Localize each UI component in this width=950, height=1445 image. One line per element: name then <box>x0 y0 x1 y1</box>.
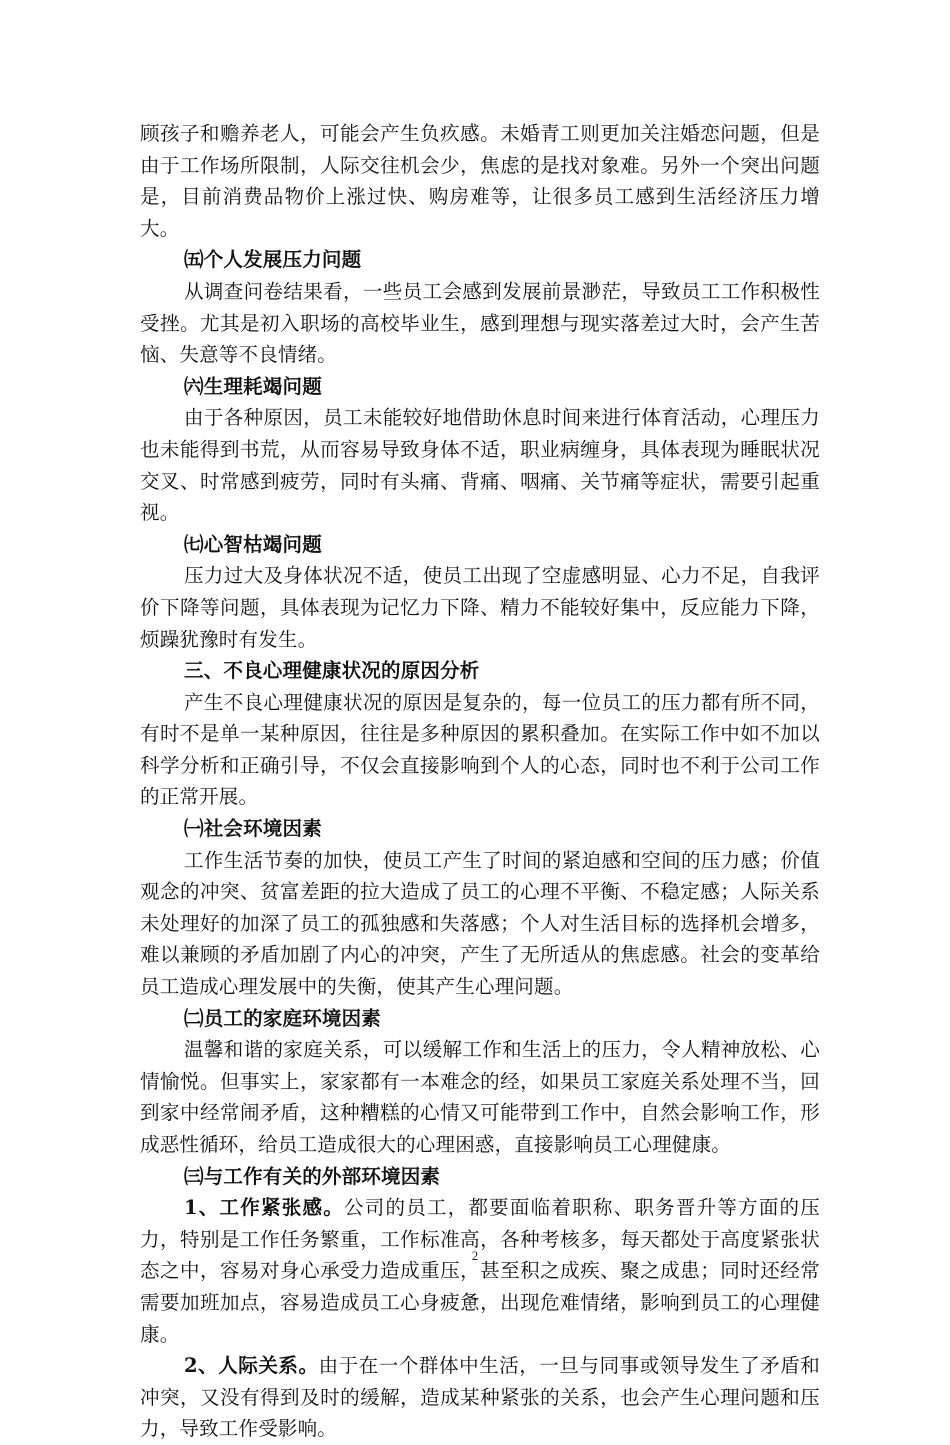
body-paragraph: 从调查问卷结果看，一些员工会感到发展前景渺茫，导致员工工作积极性受挫。尤其是初入职场的高校毕业生，感到理想与现实落差过大时，会产生苦恼、失意等不良情绪。 <box>140 279 820 367</box>
document-body <box>140 118 820 1445</box>
body-paragraph: 由于各种原因，员工未能较好地借助休息时间来进行体育活动，心理压力也未能得到书荒，从而容易导致身体不适，职业病缠身，具体表现为睡眠状况交叉、时常感到疲劳，同时有头痛、背痛、咽痛、关节痛等症状，需要引起重视。 <box>140 406 820 525</box>
body-paragraph: 压力过大及身体状况不适，使员工出现了空虚感明显、心力不足，自我评价下降等问题，具体表现为记忆力下降、精力不能较好集中，反应能力下降，烦躁犹豫时有发生。 <box>140 564 820 651</box>
lead-paragraph <box>140 1192 820 1350</box>
body-paragraph: 顾孩子和赡养老人，可能会产生负疚感。未婚青工则更加关注婚恋问题，但是由于工作场所限制，人际交往机会少，焦虑的是找对象难。另外一个突出问题是，目前消费品物价上涨过快、购房难等，让很多员工感到生活经济压力增大。 <box>140 122 820 240</box>
body-paragraph: 产生不良心理健康状况的原因是复杂的，每一位员工的压力都有所不同，有时不是单一某种原因，往往是多种原因的累积叠加。在实际工作中如不加以科学分析和正确引导，不仅会直接影响到个人的心态，同时也不利于公司工作的正常开展。 <box>140 690 820 809</box>
section-heading: ㈦心智枯竭问题 <box>184 532 322 556</box>
section-heading: ㈠社会环境因素 <box>184 817 322 841</box>
lead-paragraph <box>140 1350 820 1445</box>
section-heading: ㈢与工作有关的外部环境因素 <box>184 1164 441 1188</box>
document-page <box>140 118 820 1445</box>
lead-paragraph-text: 由于在一个群体中生活，一旦与同事或领导发生了矛盾和冲突，又没有得到及时的缓解，造成某种紧张的关系，也会产生心理问题和压力，导致工作受影响。 <box>140 1354 820 1441</box>
lead-phrase: 1、工作紧张感。 <box>184 1196 344 1220</box>
section-heading: ㈡员工的家庭环境因素 <box>184 1006 382 1030</box>
section-heading: ㈤个人发展压力问题 <box>184 248 362 272</box>
body-paragraph: 工作生活节奏的加快，使员工产生了时间的紧迫感和空间的压力感；价值观念的冲突、贫富差距的拉大造成了员工的心理不平衡、不稳定感；人际关系未处理好的加深了员工的孤独感和失落感；个人对生活目标的选择机会增多，难以兼顾的矛盾加剧了内心的冲突，产生了无所适从的焦虑感。社会的变革给员工造成心理发展中的失衡，使其产生心理问题。 <box>140 848 820 999</box>
body-paragraph: 温馨和谐的家庭关系，可以缓解工作和生活上的压力，令人精神放松、心情愉悦。但事实上，家家都有一本难念的经，如果员工家庭关系处理不当，回到家中经常闹矛盾，这种糟糕的心情又可能带到工作中，自然会影响工作，形成恶性循环，给员工造成很大的心理困惑，直接影响员工心理健康。 <box>140 1038 820 1156</box>
lead-paragraph-text: 公司的员工，都要面临着职称、职务晋升等方面的压力，特别是工作任务繁重，工作标准高，各种考核多，每天都处于高度紧张状态之中，容易对身心承受力造成重压，甚至积之成疾、聚之成患；同时还经常需要加班加点，容易造成员工心身疲惫，出现危难情绪，影响到员工的心理健康。 <box>140 1196 820 1346</box>
section-heading: 三、不良心理健康状况的原因分析 <box>184 659 480 683</box>
lead-phrase: 2、人际关系。 <box>184 1354 319 1378</box>
page-number: 2 <box>471 1248 479 1263</box>
section-heading: ㈥生理耗竭问题 <box>184 374 322 398</box>
